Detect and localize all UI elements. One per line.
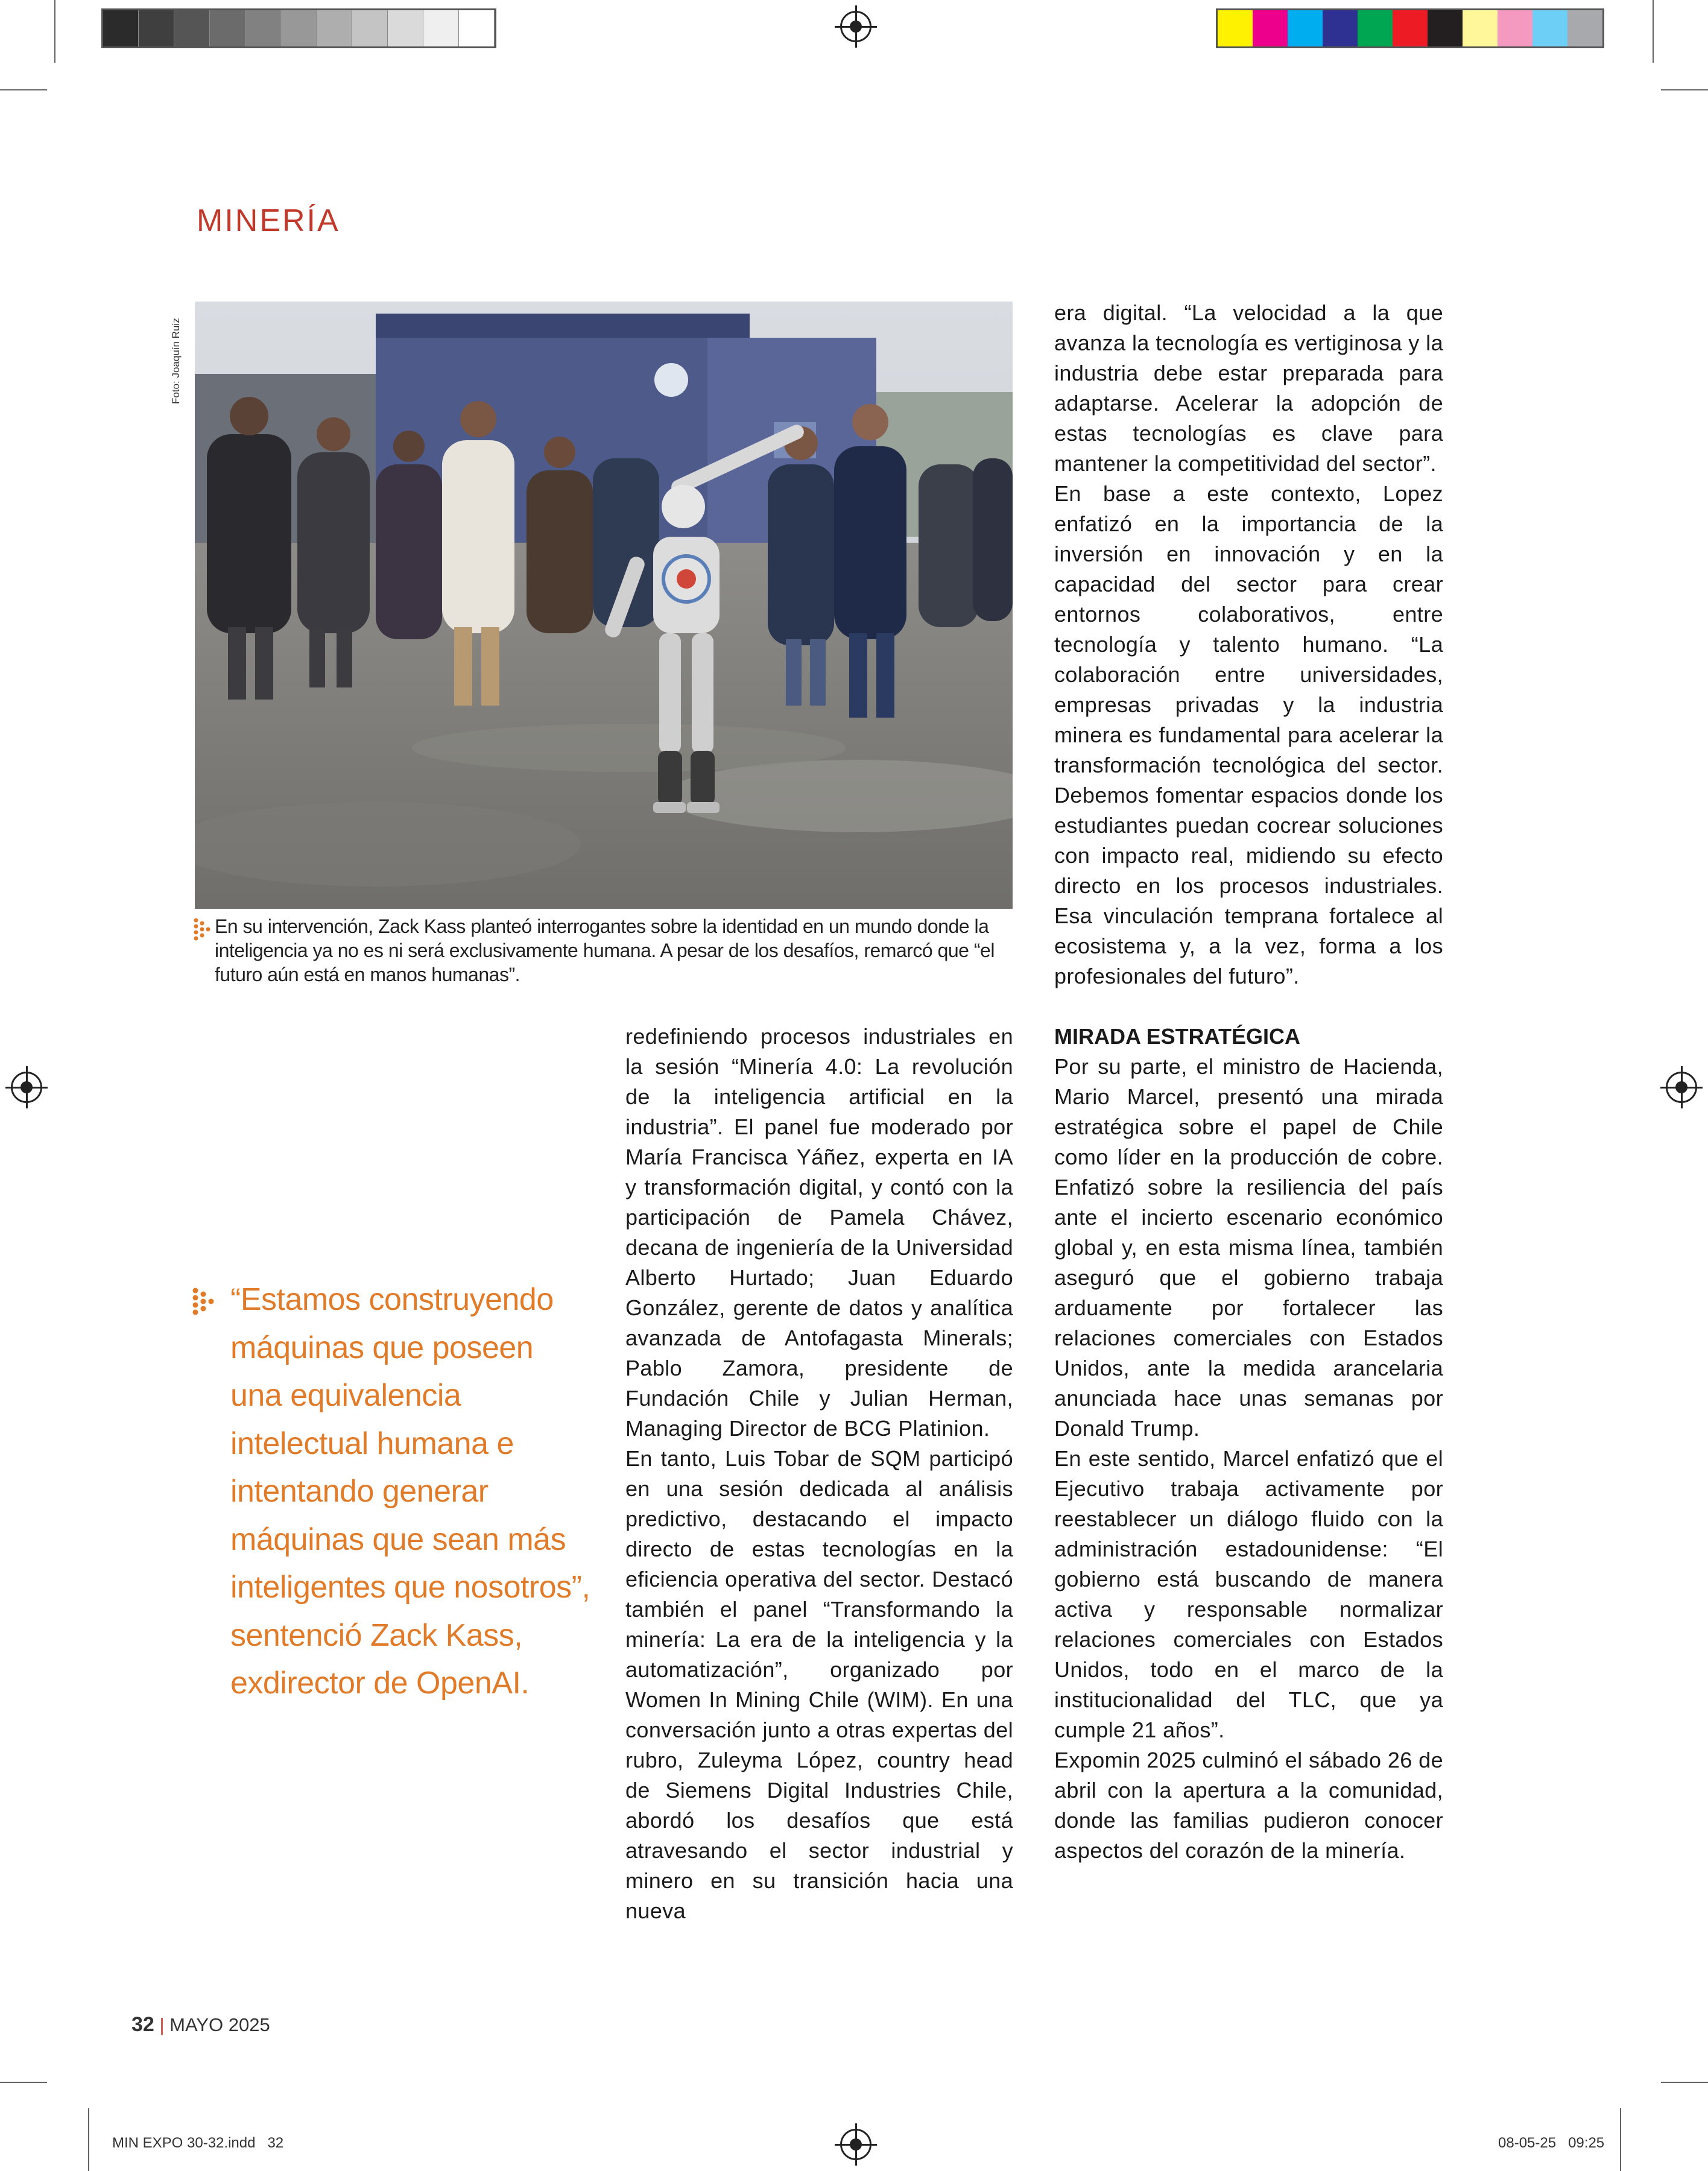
grayscale-color-bar — [101, 8, 496, 48]
paragraph: Expomin 2025 culminó el sábado 26 de abril con la apertura a la comunidad, donde las familias pudieron conocer aspectos del corazón de la minería. — [1054, 1748, 1443, 1863]
registration-mark-icon — [840, 2129, 871, 2160]
crop-mark — [0, 2082, 47, 2083]
crop-mark — [1661, 89, 1708, 90]
registration-mark-icon — [1666, 1072, 1697, 1103]
gray-swatch — [139, 10, 174, 46]
crop-mark — [54, 0, 55, 63]
color-swatch — [1463, 10, 1498, 46]
color-swatch — [1428, 10, 1463, 46]
crop-mark — [1653, 0, 1654, 63]
paragraph: redefiniendo procesos industriales en la sesión “Minería 4.0: La revolución de la inteligencia artificial en la industria”. El panel fue moderado por María Francisca Yáñez, experta en IA y transformación digital, y contó con la participación de Pamela Chávez, decana de ingeniería de la Universidad Alberto Hurtado; Juan Eduardo González, gerente de datos y analítica avanzada de Antofagasta Minerals; Pablo Zamora, presidente de Fundación Chile y Julian Herman, Managing Director de BCG Platinion. — [625, 1024, 1013, 1441]
gray-swatch — [317, 10, 352, 46]
robot-crowd-photo — [195, 302, 1013, 909]
paragraph: era digital. “La velocidad a la que avanza la tecnología es vertiginosa y la industria debe estar preparada para adaptarse. Acelerar la adopción de estas tecnologías es clave para mantener la competitividad del sector”. — [1054, 300, 1443, 476]
color-swatch — [1288, 10, 1323, 46]
paragraph: Por su parte, el ministro de Hacienda, Mario Marcel, presentó una mirada estratégica sobre el papel de Chile como líder en la producción de cobre. Enfatizó sobre la resiliencia del país ante el incierto escenario económico global y, en esta misma línea, también aseguró que el gobierno trabaja arduamente por fortalecer las relaciones comerciales con Estados Unidos, ante la medida arancelaria anunciada hace unas semanas por Donald Trump. — [1054, 1054, 1443, 1441]
process-color-bar — [1216, 8, 1604, 48]
registration-mark-icon — [840, 11, 871, 42]
gray-swatch — [174, 10, 210, 46]
file-slug: MIN EXPO 30-32.indd 32 — [112, 2135, 284, 2151]
color-swatch — [1393, 10, 1428, 46]
gray-swatch — [423, 10, 459, 46]
photo-credit — [168, 302, 186, 404]
paragraph: En tanto, Luis Tobar de SQM participó en una sesión dedicada al análisis predictivo, destacando el impacto directo de estas tecnologías en la eficiencia operativa del sector. Destacó también el panel “Transformando la minería: La era de la inteligencia y la automatización”, organizado por Women In Mining Chile (WIM). En una conversación junto a otras expertas del rubro, Zuleyma López, country head de Siemens Digital Industries Chile, abordó los desafíos que está atravesando el sector industrial y minero en su transición hacia una nueva — [625, 1446, 1013, 1923]
gray-swatch — [352, 10, 388, 46]
crop-mark — [0, 89, 47, 90]
color-swatch — [1498, 10, 1532, 46]
caption-bullet-icon — [193, 917, 211, 946]
color-swatch — [1218, 10, 1253, 46]
page-folio — [131, 2013, 270, 2037]
crop-mark — [88, 2108, 89, 2171]
paragraph: En este sentido, Marcel enfatizó que el Ejecutivo trabaja activamente por reestablecer un diálogo fluido con la administración estadounidense: “El gobierno está buscando de manera activa y responsable normalizar relaciones comerciales con Estados Unidos, todo en el marco de la institucionalidad del TLC, que ya cumple 21 años”. — [1054, 1446, 1443, 1742]
color-swatch — [1323, 10, 1358, 46]
article-column-2 — [625, 1022, 1013, 1926]
gray-swatch — [103, 10, 139, 46]
color-swatch — [1532, 10, 1567, 46]
print-timestamp: 08-05-25 09:25 — [1498, 2135, 1605, 2151]
quote-bullet-icon — [192, 1286, 216, 1322]
gray-swatch — [459, 10, 495, 46]
issue-date: MAYO 2025 — [169, 2014, 270, 2035]
color-swatch — [1567, 10, 1602, 46]
registration-mark-icon — [11, 1072, 42, 1103]
gray-swatch — [245, 10, 281, 46]
color-swatch — [1253, 10, 1288, 46]
paragraph: En base a este contexto, Lopez enfatizó en la importancia de la inversión en innovación y en la capacidad del sector para crear entornos colaborativos, entre tecnología y talento humano. “La colaboración entre universidades, empresas privadas y la industria minera es fundamental para acelerar la transformación tecnológica del sector. Debemos fomentar espacios donde los estudiantes puedan cocrear soluciones con impacto real, midiendo su efecto directo en los procesos industriales. Esa vinculación temprana fortalece al ecosistema y, a la vez, forma a los profesionales del futuro”. — [1054, 481, 1443, 988]
subheading: MIRADA ESTRATÉGICA — [1054, 1024, 1300, 1049]
photo-credit-text: Foto: Joaquín Ruiz — [170, 318, 182, 404]
color-swatch — [1358, 10, 1393, 46]
page-number: 32 — [131, 2013, 154, 2036]
crop-mark — [1620, 2108, 1621, 2171]
gray-swatch — [388, 10, 423, 46]
pull-quote: “Estamos construyendo máquinas que poseen una equivalencia intelectual humana e intentando generar máquinas que sean más inteligentes que nosotros”, sentenció Zack Kass, exdirector de OpenAI. — [230, 1282, 590, 1701]
section-label: MINERÍA — [197, 203, 340, 238]
gray-swatch — [281, 10, 317, 46]
folio-separator: | — [159, 2014, 170, 2035]
article-column-3 — [1054, 298, 1443, 1866]
photo-caption: En su intervención, Zack Kass planteó interrogantes sobre la identidad en un mundo donde la inteligencia ya no es ni será exclusivamente humana. A pesar de los desafíos, remarcó que “el futuro aún está en manos humanas”. — [215, 915, 995, 985]
crop-mark — [1661, 2082, 1708, 2083]
gray-swatch — [210, 10, 245, 46]
article-photo — [195, 302, 1013, 909]
